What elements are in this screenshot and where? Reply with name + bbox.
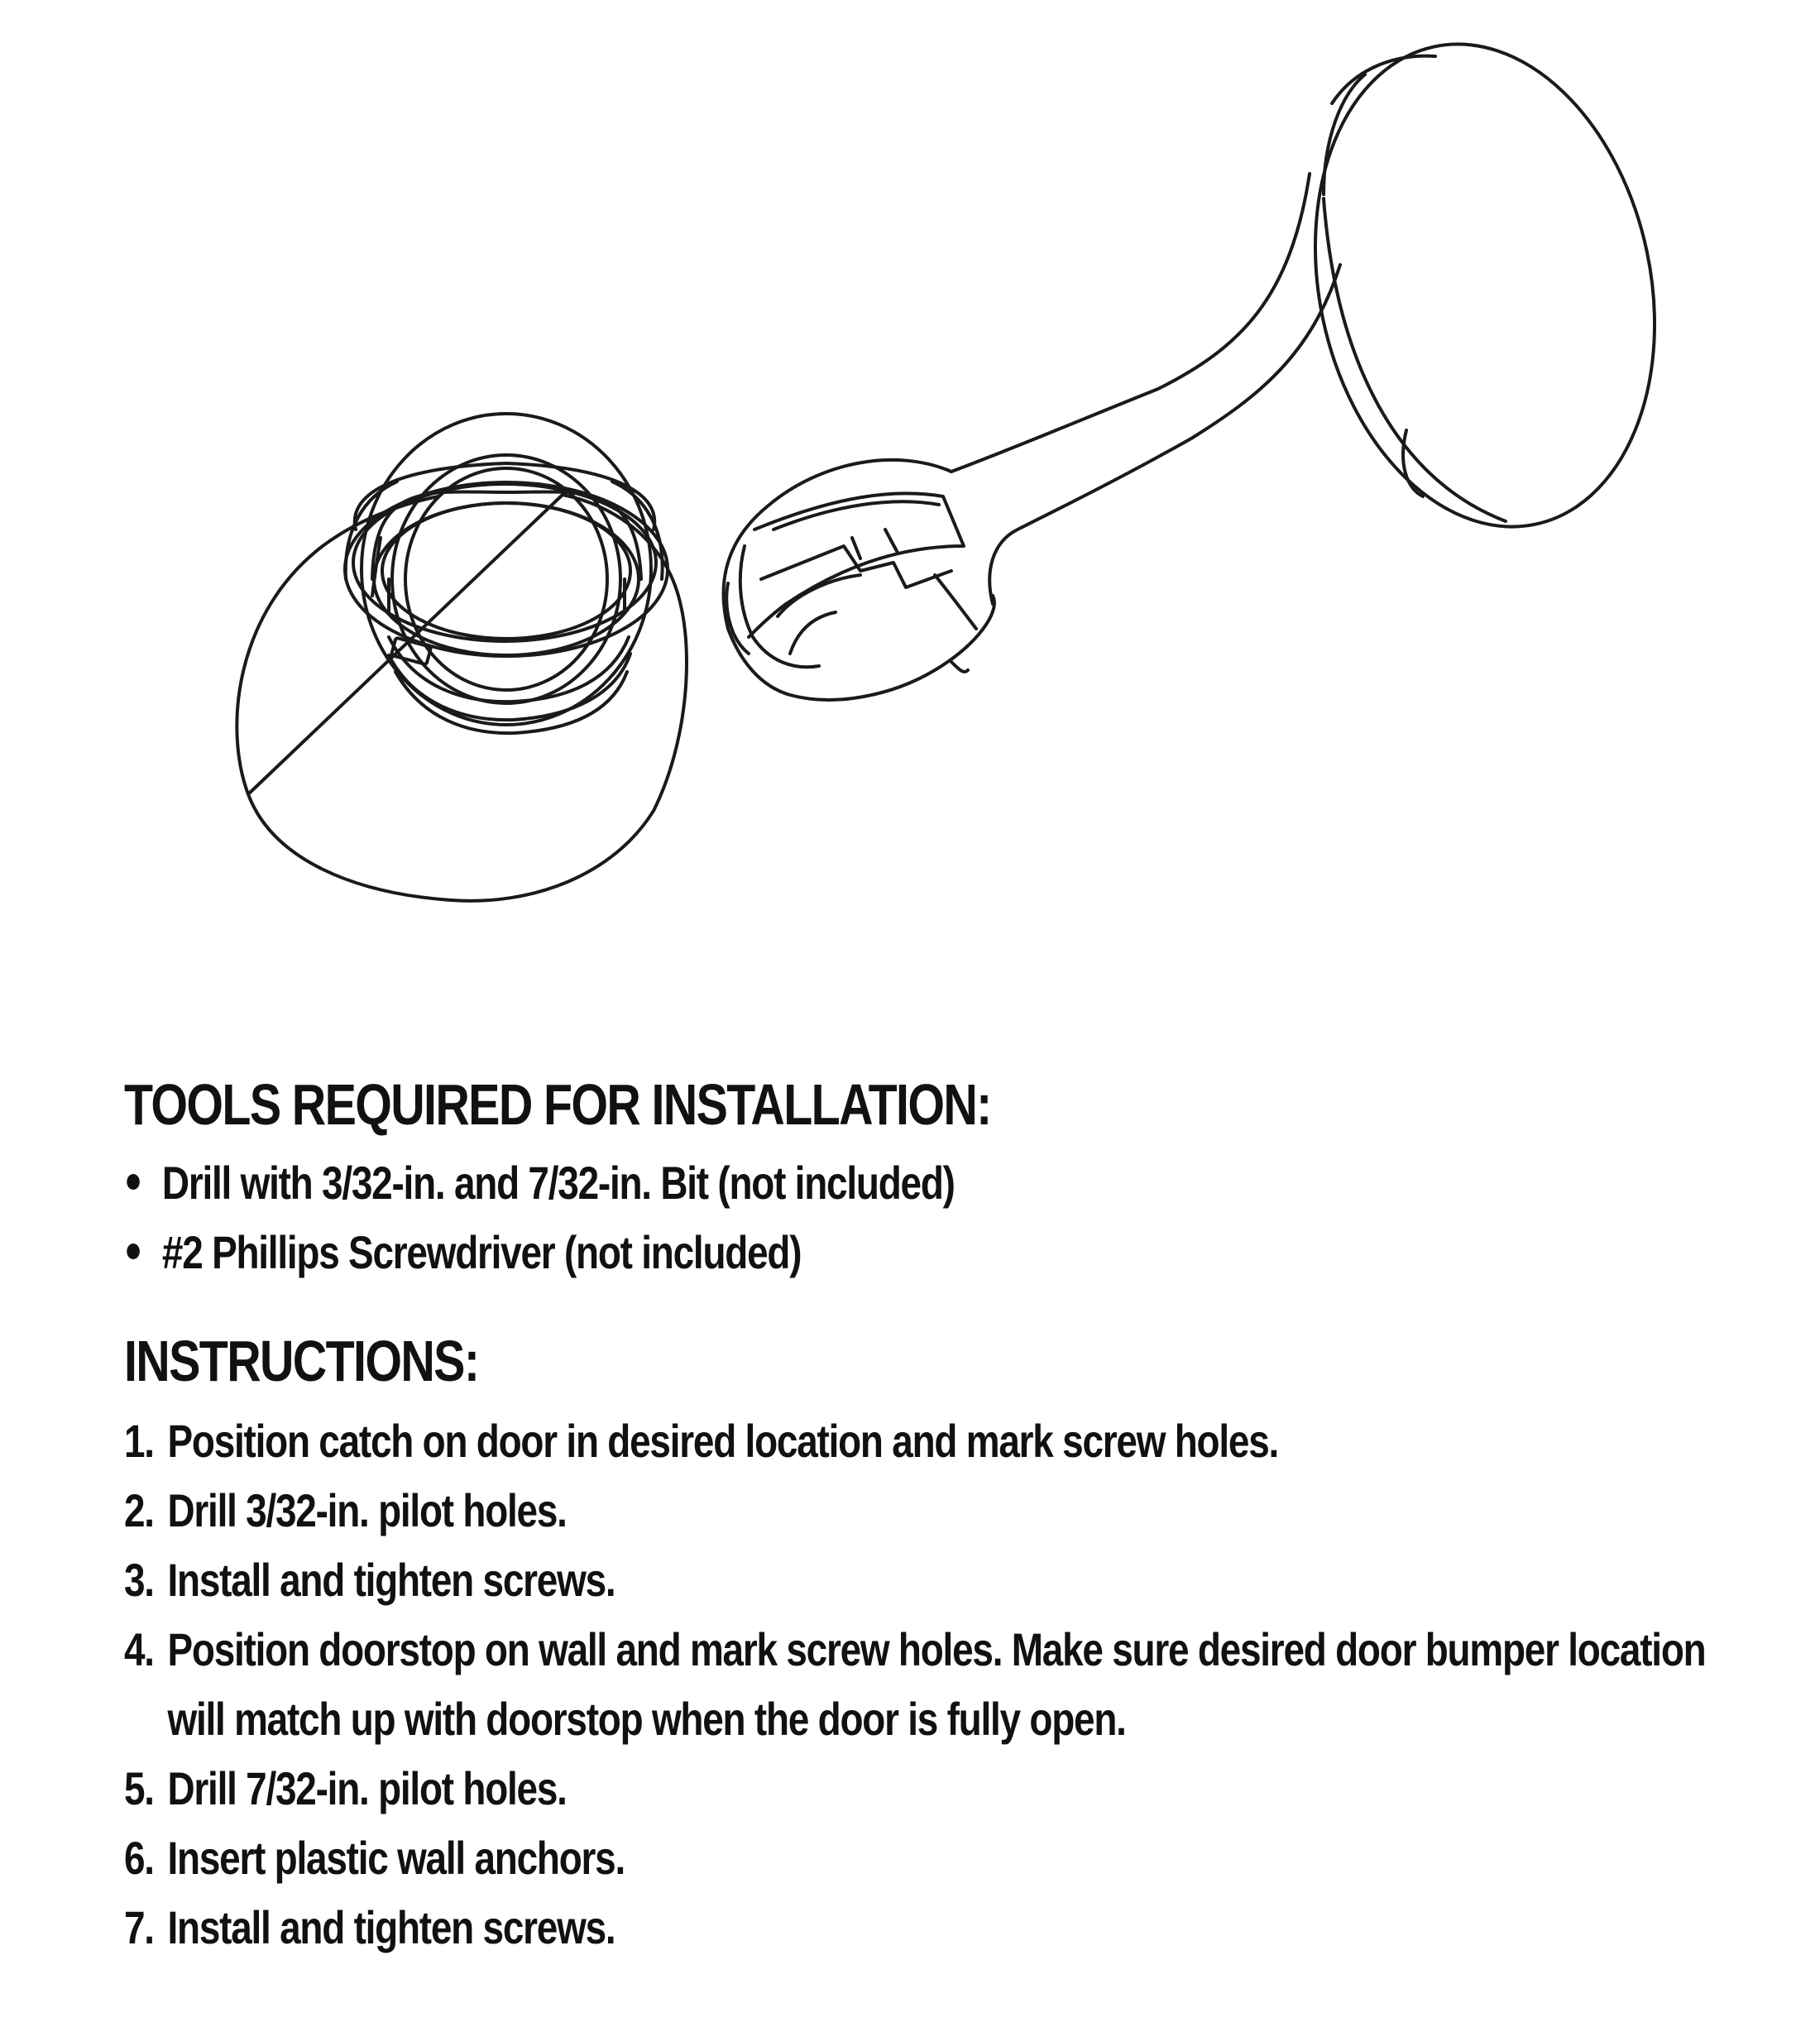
list-item (124, 1615, 1741, 1754)
tool-text: #2 Phillips Screwdriver (not included) (161, 1226, 802, 1278)
list-item (124, 1754, 1741, 1823)
step-text: Position catch on door in desired location and mark screw holes. (167, 1415, 1279, 1467)
step-number: 5. (124, 1762, 154, 1814)
list-item (124, 1545, 1741, 1615)
step-text: Insert plastic wall anchors. (167, 1832, 625, 1884)
step-number: 2. (124, 1484, 154, 1536)
step-number: 6. (124, 1832, 154, 1884)
bullet-icon (127, 1174, 140, 1190)
step-number: 3. (124, 1554, 154, 1606)
list-item (124, 1476, 1741, 1545)
list-item (124, 1893, 1741, 1962)
list-item (124, 1823, 1741, 1893)
wall-doorstop-drawing (723, 12, 1698, 700)
tools-list (124, 1148, 1762, 1287)
door-catch-drawing (237, 414, 687, 901)
step-text: Install and tighten screws. (167, 1901, 615, 1953)
step-text: Install and tighten screws. (167, 1554, 615, 1606)
step-number: 7. (124, 1901, 154, 1953)
tools-heading: TOOLS REQUIRED FOR INSTALLATION: (124, 1072, 991, 1137)
bullet-icon (127, 1244, 140, 1259)
tool-text: Drill with 3/32-in. and 7/32-in. Bit (not included) (161, 1157, 955, 1209)
step-number: 1. (124, 1415, 154, 1467)
list-item (124, 1148, 1468, 1218)
list-item (124, 1406, 1741, 1476)
step-text: Drill 7/32-in. pilot holes. (167, 1762, 567, 1814)
step-text: Position doorstop on wall and mark screw holes. Make sure desired door bumper location will match up with doorstop when the door is fully open. (167, 1623, 1706, 1745)
instructions-list (124, 1406, 1762, 1962)
step-number: 4. (124, 1623, 154, 1675)
list-item (124, 1218, 1468, 1287)
instructions-heading: INSTRUCTIONS: (124, 1329, 479, 1393)
doorstop-illustration (0, 0, 1820, 976)
step-text: Drill 3/32-in. pilot holes. (167, 1484, 567, 1536)
instructions-panel (124, 1067, 1762, 1962)
